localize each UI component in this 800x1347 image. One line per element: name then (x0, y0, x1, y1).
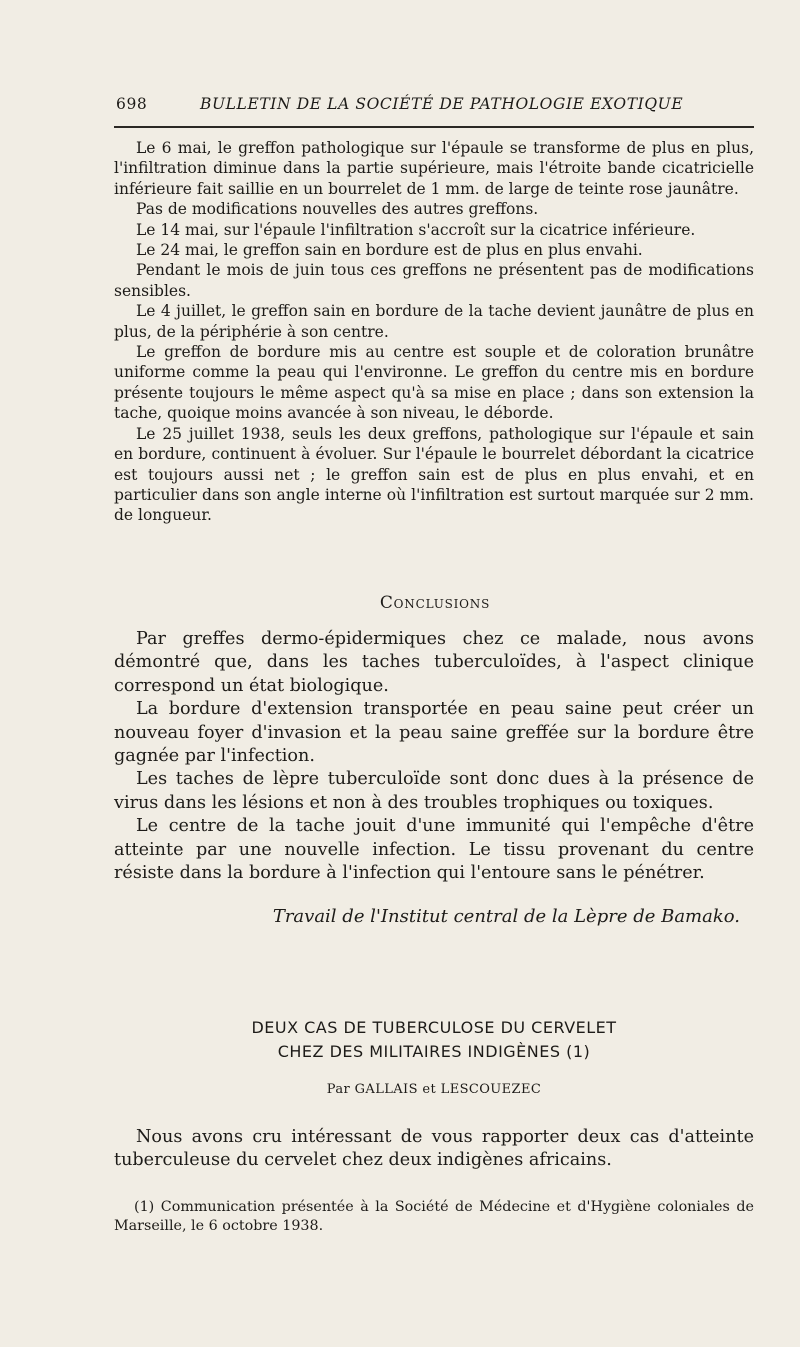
journal-title: BULLETIN DE LA SOCIÉTÉ DE PATHOLOGIE EXOTIQUE (200, 95, 684, 113)
paragraph: Par greffes dermo-épidermiques chez ce malade, nous avons démontré que, dans les taches tuberculoïdes, à l'aspect clinique correspond un état biologique. (114, 629, 754, 696)
page-number: 698 (116, 95, 148, 113)
conclusions-body (114, 628, 754, 885)
paragraph: Les taches de lèpre tuberculoïde sont donc dues à la présence de virus dans les lésions et non à des troubles trophiques ou toxiques. (114, 769, 754, 813)
article-title-line: CHEZ DES MILITAIRES INDIGÈNES (1) (277, 1042, 591, 1061)
conclusions-heading: Conclusions (379, 593, 491, 613)
paragraph: Le centre de la tache jouit d'une immunité qui l'empêche d'être atteinte par une nouvelle infection. Le tissu provenant du centre résiste dans la bordure à l'infection qui l'entoure sans le pénétrer. (114, 816, 754, 884)
paragraph: Le 25 juillet 1938, seuls les deux greffons, pathologique sur l'épaule et sain en bordure, continuent à évoluer. Sur l'épaule le bourrelet débordant la cicatrice est toujours aussi net ; le greffon sain est de plus en plus envahi, et en particulier dans son angle interne où l'infiltration est surtout marquée sur 2 mm. de longueur. (114, 424, 754, 525)
article-title (114, 1016, 754, 1064)
paragraph: Le 4 juillet, le greffon sain en bordure de la tache devient jaunâtre de plus en plus, de la périphérie à son centre. (114, 302, 754, 341)
article-body (114, 1126, 754, 1173)
footnote (114, 1198, 754, 1236)
paragraph: Le 6 mai, le greffon pathologique sur l'épaule se transforme de plus en plus, l'infiltration diminue dans la partie supérieure, mais l'étroite bande cicatricielle inférieure fait saillie en un bourrelet de 1 mm. de large de teinte rose jaunâtre. (114, 139, 754, 198)
paragraph: Le 14 mai, sur l'épaule l'infiltration s'accroît sur la cicatrice inférieure. (136, 220, 696, 239)
paragraph: Le greffon de bordure mis au centre est souple et de coloration brunâtre uniforme comme la peau qui l'environne. Le greffon du centre mis en bordure présente toujours le même aspect qu'à sa mise en place ; dans son extension la tache, quoique moins avancée à son niveau, le déborde. (114, 343, 754, 423)
paragraph: Pas de modifications nouvelles des autres greffons. (136, 200, 539, 219)
paragraph: Nous avons cru intéressant de vous rapporter deux cas d'atteinte tuberculeuse du cervelet chez deux indigènes africains. (114, 1127, 754, 1171)
institution-attribution: Travail de l'Institut central de la Lèpre de Bamako. (272, 906, 740, 927)
footnote-text: (1) Communication présentée à la Société de Médecine et d'Hygiène coloniales de Marseille, le 6 octobre 1938. (114, 1199, 754, 1234)
paragraph: Le 24 mai, le greffon sain en bordure est de plus en plus envahi. (136, 241, 643, 260)
article-authors: Par GALLAIS et LESCOUEZEC (326, 1082, 542, 1097)
header-rule (114, 126, 754, 128)
paragraph: La bordure d'extension transportée en peau saine peut créer un nouveau foyer d'invasion et la peau saine greffée sur la bordure être gagnée par l'infection. (114, 699, 754, 767)
paragraph: Pendant le mois de juin tous ces greffons ne présentent pas de modifications sensibles. (114, 261, 754, 300)
case-observations (114, 138, 754, 526)
article-title-line: DEUX CAS DE TUBERCULOSE DU CERVELET (251, 1018, 617, 1037)
